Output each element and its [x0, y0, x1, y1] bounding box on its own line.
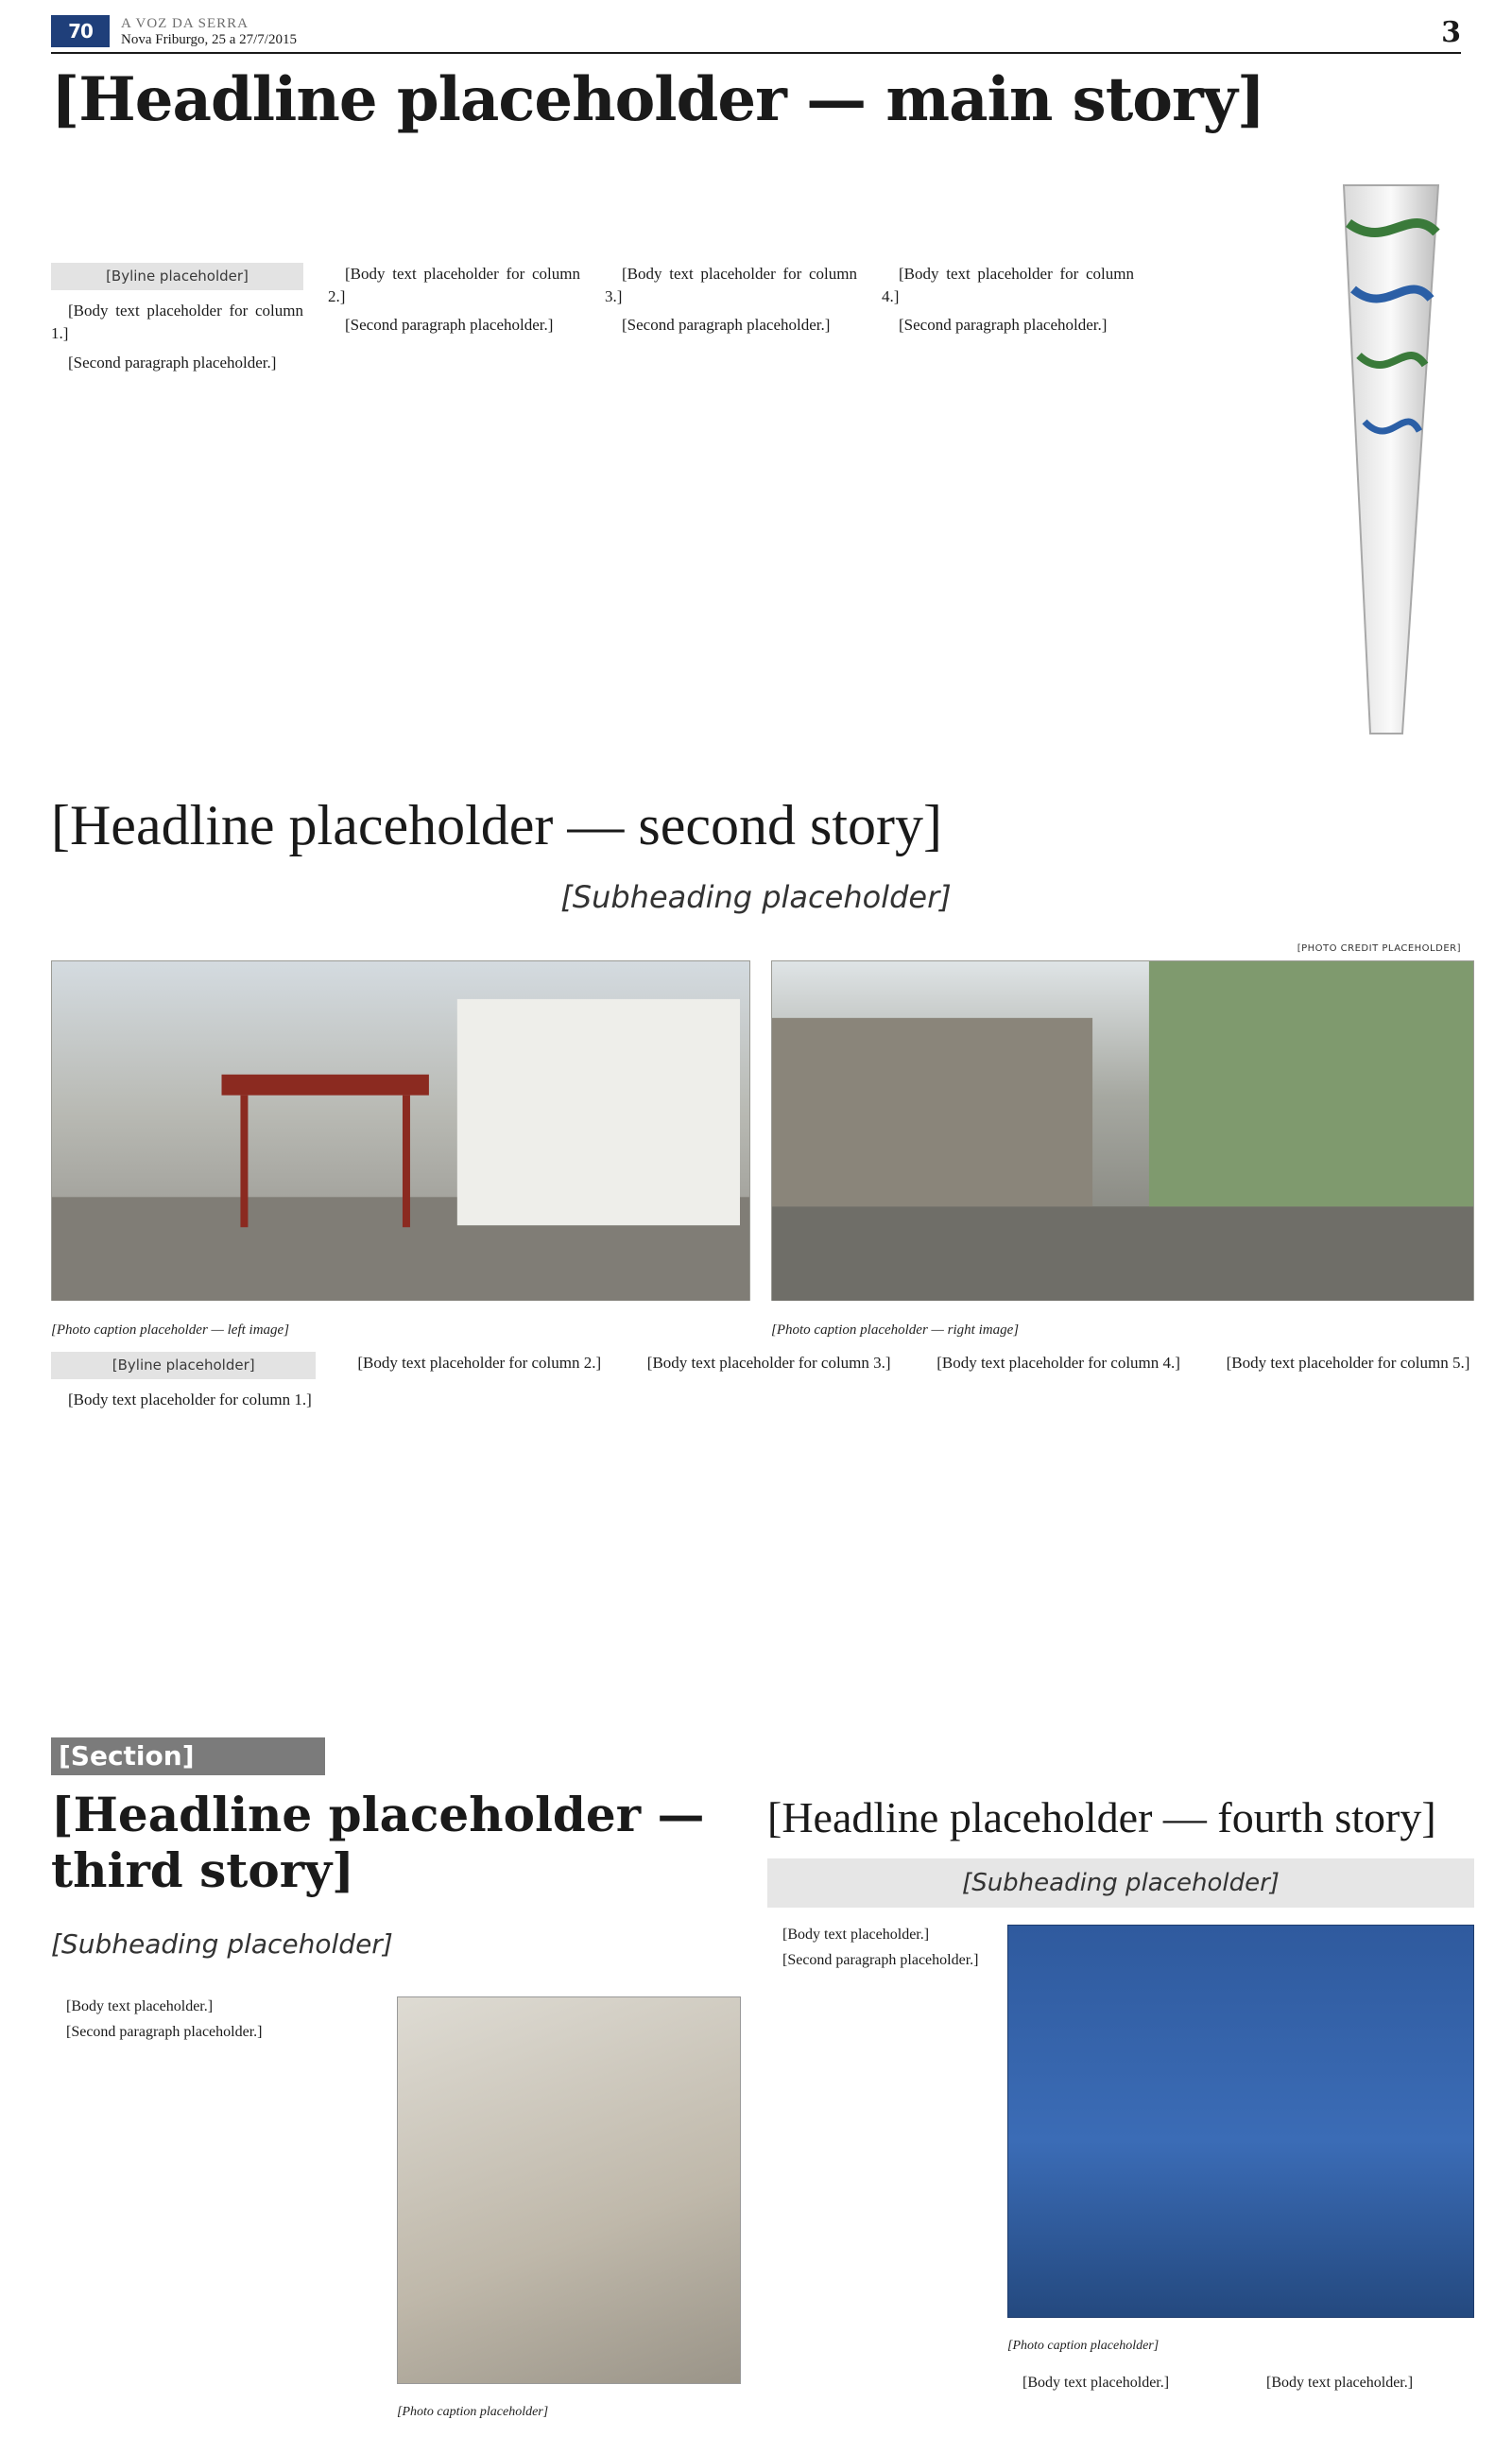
photo-credit: [PHOTO CREDIT PLACEHOLDER]	[1297, 943, 1461, 954]
newspaper-logo	[51, 15, 110, 47]
story-4-photo	[1007, 1925, 1474, 2318]
story-4-body	[767, 1925, 990, 2435]
story-2-caption-left: [Photo caption placeholder — left image]	[51, 1322, 290, 1338]
story-4-column	[1007, 2373, 1230, 2439]
street-scene-graphic	[772, 961, 1473, 1301]
story-3-photo	[397, 1996, 741, 2384]
story-1-paragraph: [Second paragraph placeholder.]	[899, 316, 1108, 335]
story-2-headline: [Headline placeholder — second story]	[51, 794, 942, 856]
story-2-column	[919, 1352, 1184, 1683]
story-3-paragraph: [Body text placeholder.]	[66, 1998, 214, 2014]
torch-body	[1344, 185, 1438, 734]
story-4-paragraph: [Body text placeholder.]	[1266, 2375, 1414, 2391]
street-scene-graphic	[52, 961, 749, 1301]
story-4-subhead: [Subheading placeholder]	[767, 1858, 1474, 1908]
story-2-photo-right	[771, 960, 1474, 1301]
story-4-headline: [Headline placeholder — fourth story]	[767, 1793, 1436, 1841]
story-2-byline: [Byline placeholder]	[51, 1352, 316, 1379]
story-1-paragraph: [Second paragraph placeholder.]	[345, 316, 554, 335]
story-2-body	[51, 1352, 1474, 1683]
section-tag: [Section]	[51, 1737, 325, 1775]
story-4-caption: [Photo caption placeholder]	[1007, 2339, 1160, 2353]
story-3-headline: [Headline placeholder — third story]	[51, 1787, 705, 1898]
story-1-column	[882, 263, 1134, 754]
paper-name: A VOZ DA SERRA	[121, 16, 249, 31]
issue-date: Nova Friburgo, 25 a 27/7/2015	[121, 31, 297, 47]
story-2-paragraph: [Body text placeholder for column 2.]	[357, 1354, 602, 1372]
story-1-column	[328, 263, 580, 754]
story-1-column	[51, 263, 303, 754]
masthead-text	[121, 16, 297, 47]
story-2-column	[630, 1352, 895, 1683]
story-4-body-continued	[1007, 2373, 1474, 2439]
story-4-paragraph: [Body text placeholder.]	[782, 1927, 930, 1943]
story-2-paragraph: [Body text placeholder for column 5.]	[1226, 1354, 1470, 1372]
story-1-paragraph: [Second paragraph placeholder.]	[622, 316, 831, 335]
story-1-column	[605, 263, 857, 754]
story-4-paragraph: [Second paragraph placeholder.]	[782, 1952, 979, 1969]
olympic-torch-illustration	[1297, 166, 1457, 752]
story-2-subhead: [Subheading placeholder]	[560, 879, 952, 915]
story-1-paragraph: [Body text placeholder for column 4.]	[882, 265, 1134, 306]
story-2-column	[340, 1352, 605, 1683]
story-1-paragraph: [Second paragraph placeholder.]	[68, 353, 277, 372]
logo-text: 70	[68, 20, 93, 43]
story-2-column	[51, 1352, 316, 1683]
story-1-paragraph: [Body text placeholder for column 2.]	[328, 265, 580, 306]
story-3-paragraph: [Second paragraph placeholder.]	[66, 2024, 263, 2041]
story-3-caption: [Photo caption placeholder]	[397, 2405, 549, 2419]
story-1-body	[51, 263, 1134, 754]
story-2-caption-right: [Photo caption placeholder — right image]	[771, 1322, 1020, 1338]
story-4-column	[1251, 2373, 1474, 2439]
story-3-subhead: [Subheading placeholder]	[51, 1928, 393, 1960]
story-1-headline: [Headline placeholder — main story]	[51, 64, 1265, 135]
story-1-byline: [Byline placeholder]	[51, 263, 303, 290]
story-2-column	[1210, 1352, 1474, 1683]
story-4-paragraph: [Body text placeholder.]	[1022, 2375, 1170, 2391]
page-number: 3	[1441, 16, 1461, 49]
story-2-paragraph: [Body text placeholder for column 3.]	[646, 1354, 891, 1372]
story-1-paragraph: [Body text placeholder for column 1.]	[51, 302, 303, 343]
story-3-body	[51, 1996, 378, 2431]
masthead	[51, 13, 1461, 54]
story-2-paragraph: [Body text placeholder for column 4.]	[936, 1354, 1180, 1372]
story-1-paragraph: [Body text placeholder for column 3.]	[605, 265, 857, 306]
story-2-photo-left	[51, 960, 750, 1301]
story-2-paragraph: [Body text placeholder for column 1.]	[68, 1391, 312, 1409]
